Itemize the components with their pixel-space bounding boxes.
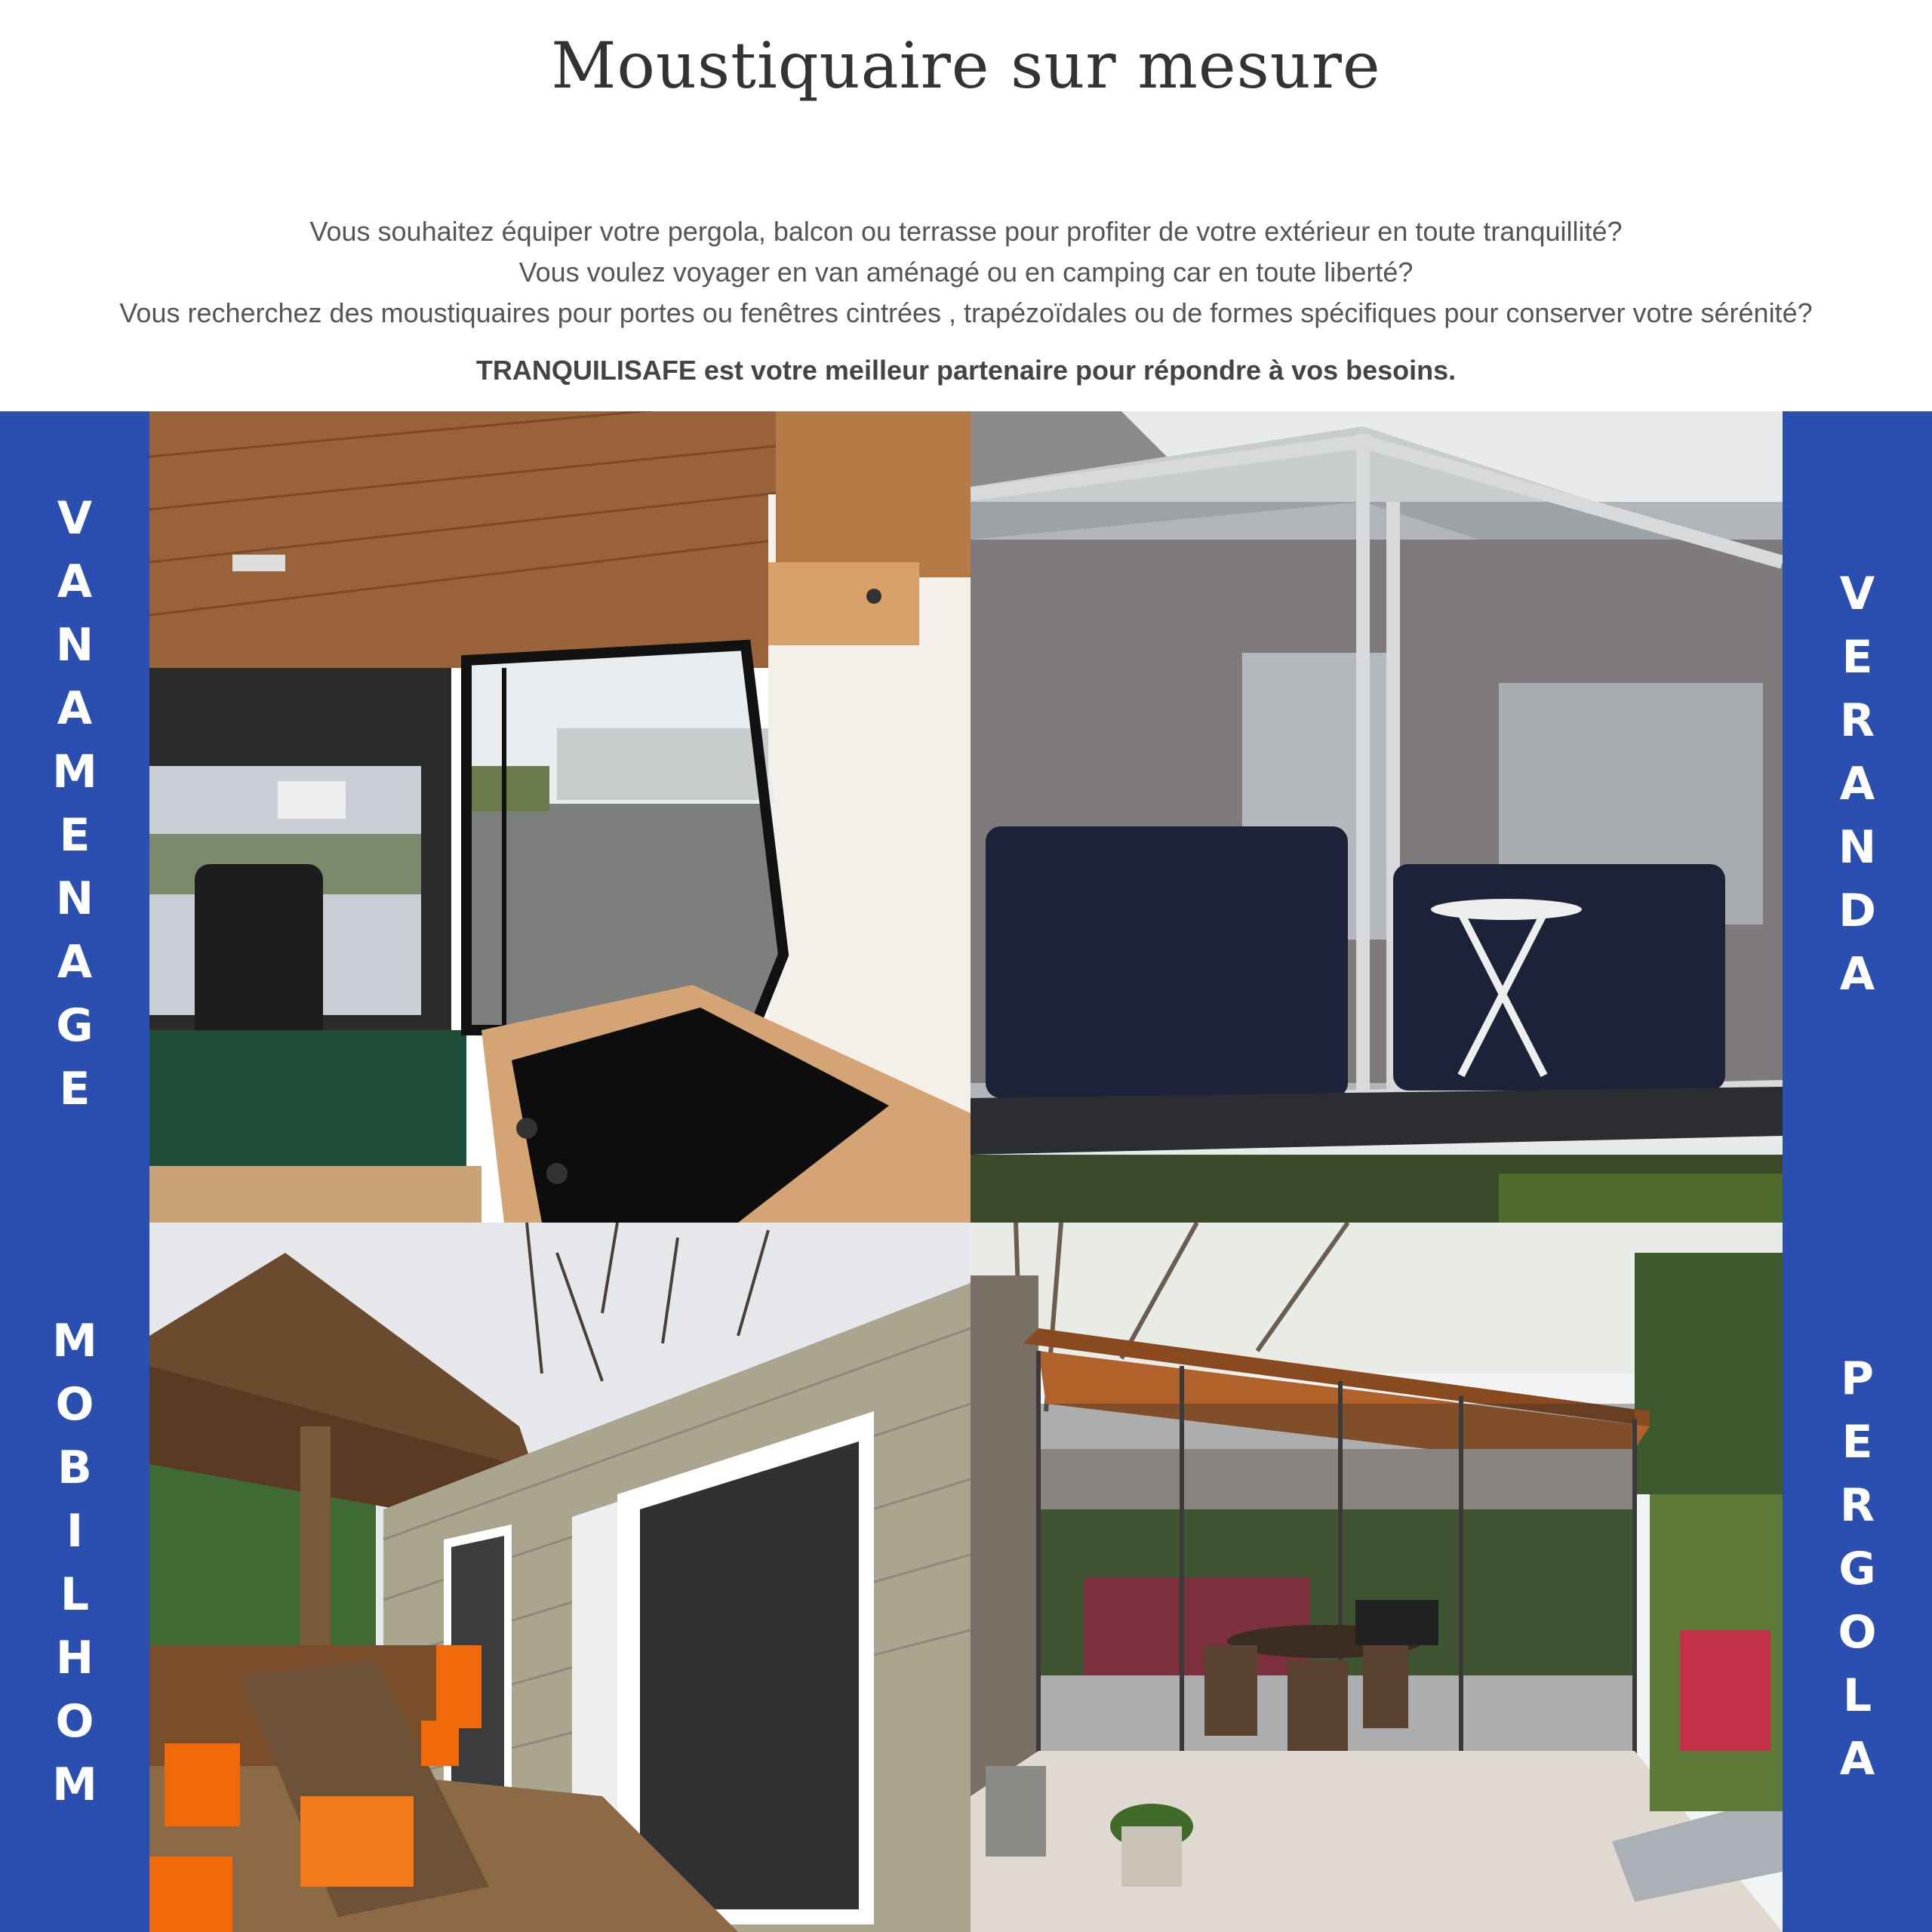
- vertical-letter: M: [52, 746, 97, 798]
- vertical-letter: R: [1839, 1479, 1875, 1532]
- vertical-letter: A: [57, 555, 93, 608]
- right-sidebar: [1783, 411, 1932, 1932]
- vertical-letter: B: [57, 1441, 92, 1494]
- vertical-letter: R: [1839, 694, 1875, 747]
- photo-mobilhome: [149, 1223, 971, 1932]
- vertical-letter: A: [57, 682, 93, 735]
- description-line-2: Vous voulez voyager en van aménagé ou en camping car en toute liberté?: [518, 257, 1414, 288]
- left-sidebar: [0, 411, 149, 1932]
- description-line-3: Vous recherchez des moustiquaires pour portes ou fenêtres cintrées , trapézoïdales ou de formes spécifiques pour conserver votre sérénité?: [119, 297, 1813, 328]
- vertical-letter: A: [1839, 1733, 1875, 1786]
- vertical-letter: P: [1841, 1352, 1874, 1405]
- vertical-letter: E: [59, 809, 91, 862]
- vertical-letter: H: [55, 1632, 94, 1684]
- header: [0, 0, 1932, 411]
- tagline-text: est votre meilleur partenaire pour répondre à vos besoins.: [696, 355, 1457, 386]
- label-veranda: [1783, 562, 1932, 1006]
- vertical-letter: M: [52, 1315, 97, 1367]
- label-mobilhom: [0, 1309, 149, 1817]
- vertical-letter: E: [1841, 631, 1873, 684]
- vertical-letter: O: [55, 1695, 94, 1748]
- photo-veranda: [971, 411, 1783, 1223]
- photo-van-interior: [149, 411, 971, 1223]
- vertical-letter: A: [1839, 948, 1875, 1001]
- vertical-letter: L: [1842, 1669, 1872, 1722]
- vertical-letter: E: [59, 1063, 91, 1115]
- photo-pergola: [971, 1223, 1783, 1932]
- vertical-letter: G: [56, 999, 94, 1052]
- tagline: [0, 355, 1932, 386]
- vertical-letter: G: [1838, 1543, 1876, 1595]
- brand-name: TRANQUILISAFE: [475, 355, 697, 386]
- vertical-letter: N: [55, 619, 94, 672]
- vertical-letter: E: [1841, 1416, 1873, 1469]
- vertical-letter: N: [55, 872, 94, 925]
- vertical-letter: A: [1839, 758, 1875, 811]
- description-line-1: Vous souhaitez équiper votre pergola, balcon ou terrasse pour profiter de votre extérieur en toute tranquillité?: [309, 216, 1623, 247]
- vertical-letter: N: [1838, 821, 1877, 874]
- vertical-letter: D: [1838, 884, 1876, 937]
- vertical-letter: V: [1839, 568, 1875, 620]
- label-van-amenage: [0, 487, 149, 1121]
- vertical-letter: A: [57, 936, 93, 989]
- description: [0, 211, 1932, 334]
- label-pergola: [1783, 1347, 1932, 1791]
- vertical-letter: I: [66, 1505, 84, 1558]
- vertical-letter: M: [52, 1758, 97, 1811]
- vertical-letter: O: [1838, 1606, 1877, 1659]
- page-title: Moustiquaire sur mesure: [551, 29, 1381, 103]
- vertical-letter: O: [55, 1378, 94, 1431]
- vertical-letter: L: [60, 1568, 90, 1621]
- vertical-letter: V: [57, 492, 93, 545]
